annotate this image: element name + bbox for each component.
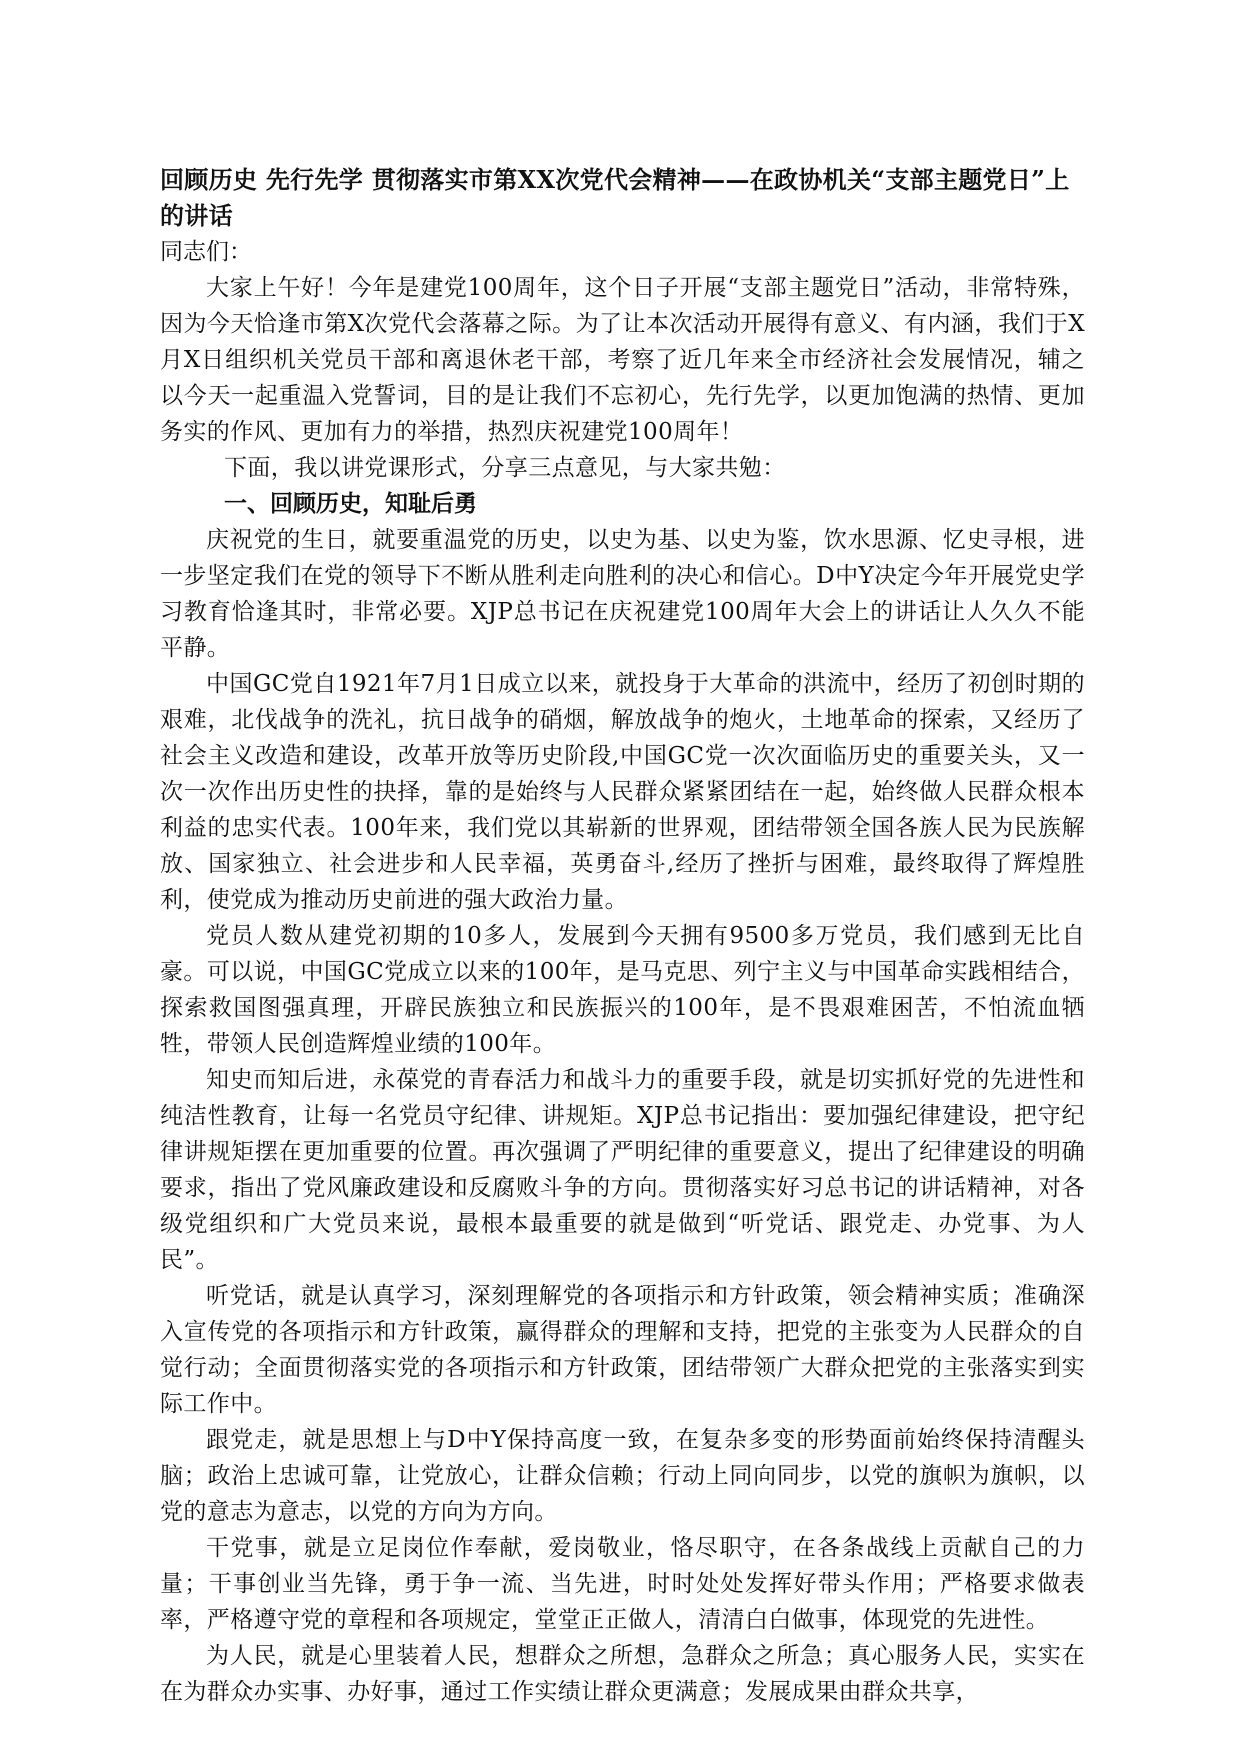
paragraph: 听党话，就是认真学习，深刻理解党的各项指示和方针政策，领会精神实质；准确深入宣传党的各项指示和方针政策，赢得群众的理解和支持，把党的主张变为人民群众的自觉行动；全面贯彻落实党的各项指示和方针政策，团结带领广大群众把党的主张落实到实际工作中。 [160, 1283, 1085, 1417]
paragraph: 知史而知后进，永葆党的青春活力和战斗力的重要手段，就是切实抓好党的先进性和纯洁性教育，让每一名党员守纪律、讲规矩。XJP总书记指出：要加强纪律建设，把守纪律讲规矩摆在更加重要的位置。再次强调了严明纪律的重要意义，提出了纪律建设的明确要求，指出了党风廉政建设和反腐败斗争的方向。贯彻落实好习总书记的讲话精神，对各级党组织和广大党员来说，最根本最重要的就是做到“听党话、跟党走、办党事、为人民”。 [160, 1067, 1085, 1273]
document-body [160, 162, 1085, 1710]
paragraph-opening: 大家上午好！今年是建党100周年，这个日子开展“支部主题党日”活动，非常特殊，因为今天恰逢市第X次党代会落幕之际。为了让本次活动开展得有意义、有内涵，我们于X月X日组织机关党员干部和离退休老干部，考察了近几年来全市经济社会发展情况，辅之以今天一起重温入党誓词，目的是让我们不忘初心，先行先学，以更加饱满的热情、更加务实的作风、更加有力的举措，热烈庆祝建党100周年！ [160, 275, 1085, 445]
paragraph: 为人民，就是心里装着人民，想群众之所想，急群众之所急；真心服务人民，实实在在为群众办实事、办好事，通过工作实绩让群众更满意；发展成果由群众共享， [160, 1643, 1085, 1705]
paragraph-outline: 下面，我以讲党课形式，分享三点意见，与大家共勉： [224, 455, 786, 481]
paragraph: 庆祝党的生日，就要重温党的历史，以史为基、以史为鉴，饮水思源、忆史寻根，进一步坚定我们在党的领导下不断从胜利走向胜利的决心和信心。D中Y决定今年开展党史学习教育恰逢其时，非常必要。XJP总书记在庆祝建党100周年大会上的讲话让人久久不能平静。 [160, 527, 1085, 661]
paragraph: 中国GC党自1921年7月1日成立以来，就投身于大革命的洪流中，经历了初创时期的艰难，北伐战争的洗礼，抗日战争的硝烟，解放战争的炮火，土地革命的探索，又经历了社会主义改造和建设，改革开放等历史阶段,中国GC党一次次面临历史的重要关头，又一次一次作出历史性的抉择，靠的是始终与人民群众紧紧团结在一起，始终做人民群众根本利益的忠实代表。100年来，我们党以其崭新的世界观，团结带领全国各族人民为民族解放、国家独立、社会进步和人民幸福，英勇奋斗,经历了挫折与困难，最终取得了辉煌胜利，使党成为推动历史前进的强大政治力量。 [160, 671, 1085, 913]
document-title: 回顾历史 先行先学 贯彻落实市第XX次党代会精神——在政协机关“支部主题党日”上的讲话 [160, 165, 1070, 230]
paragraph: 跟党走，就是思想上与D中Y保持高度一致，在复杂多变的形势面前始终保持清醒头脑；政治上忠诚可靠，让党放心，让群众信赖；行动上同向同步，以党的旗帜为旗帜，以党的意志为意志，以党的方向为方向。 [160, 1427, 1085, 1525]
section-heading-1: 一、回顾历史，知耻后勇 [224, 490, 477, 517]
paragraph: 干党事，就是立足岗位作奉献，爱岗敬业，恪尽职守，在各条战线上贡献自己的力量；干事创业当先锋，勇于争一流、当先进，时时处处发挥好带头作用；严格要求做表率，严格遵守党的章程和各项规定，堂堂正正做人，清清白白做事，体现党的先进性。 [160, 1535, 1085, 1633]
paragraph: 党员人数从建党初期的10多人，发展到今天拥有9500多万党员，我们感到无比自豪。可以说，中国GC党成立以来的100年，是马克思、列宁主义与中国革命实践相结合，探索救国图强真理，开辟民族独立和民族振兴的100年，是不畏艰难困苦，不怕流血牺牲，带领人民创造辉煌业绩的100年。 [160, 923, 1085, 1057]
salutation: 同志们： [160, 239, 252, 265]
